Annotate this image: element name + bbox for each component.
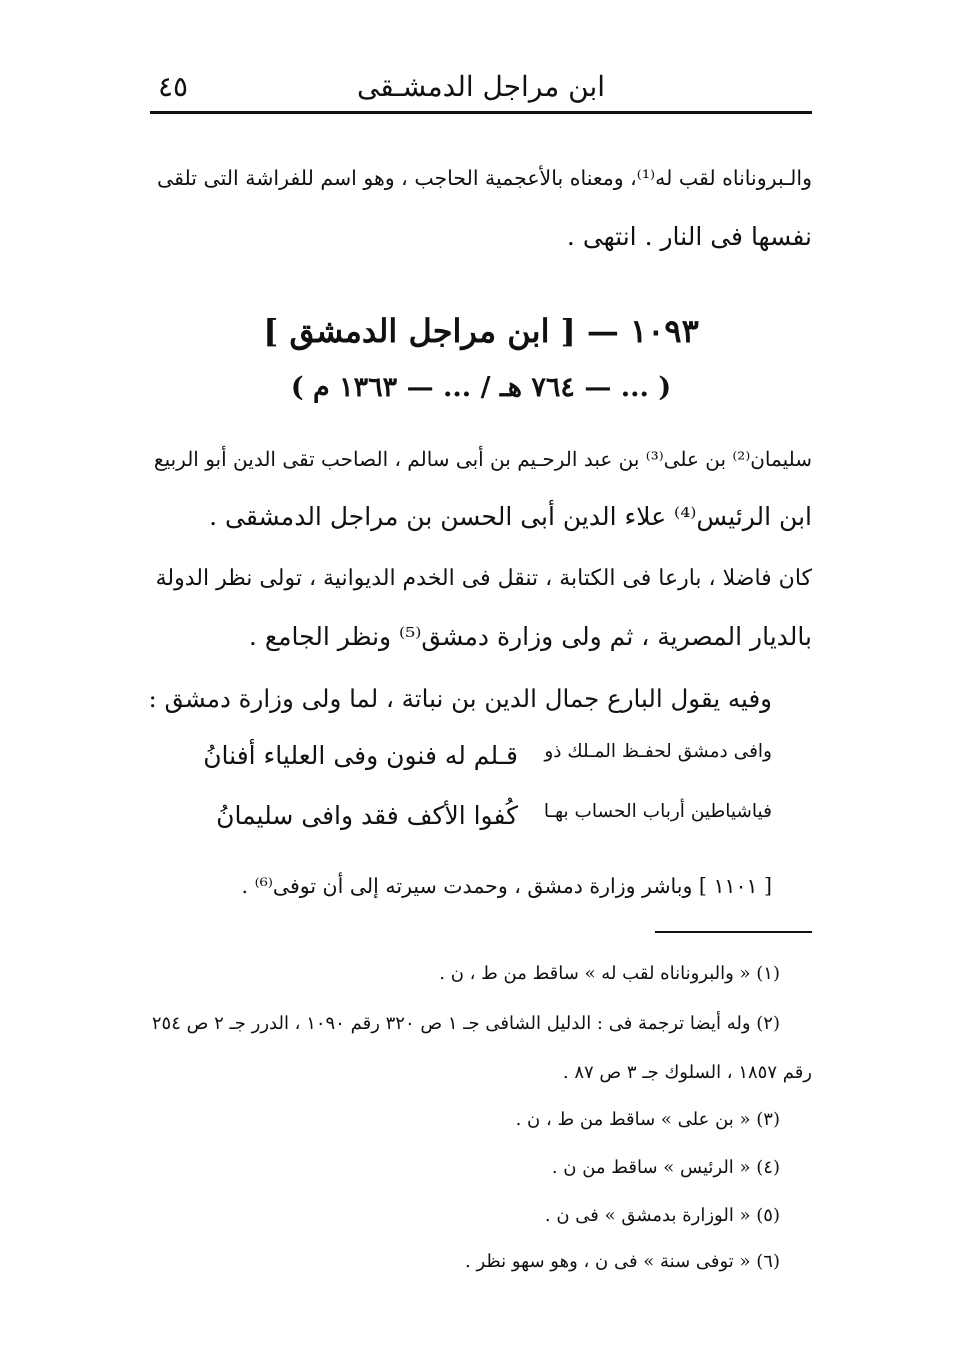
verse-1-second-hemistich: قـلم له فنون وفى العلياء أفنانُ — [203, 741, 518, 770]
footnote-2-line-2: رقم ١٨٥٧ ، السلوك جـ ٣ ص ٨٧ . — [562, 1062, 812, 1083]
footnote-4: (٤) « الرئيس » ساقط من ن . — [551, 1157, 780, 1178]
paragraph-1-line-1: سليمان⁽²⁾ بن على⁽³⁾ بن عبد الرحـيم بن أبى سالم ، الصاحب تقى الدين أبو الربيع — [153, 447, 812, 471]
footnote-2-line-1: (٢) وله أيضا ترجمة فى : الدليل الشافى جـ ١ ص ٣٢٠ رقم ١٠٩٠ ، الدرر جـ ٢ ص ٢٥٤ — [151, 1013, 780, 1034]
paragraph-2-line-2: بالديار المصرية ، ثم ولى وزارة دمشق⁽⁵⁾ ونظر الجامع . — [248, 622, 812, 651]
page-header — [150, 62, 812, 114]
footnote-5: (٥) « الوزارة بدمشق » فى ن . — [544, 1205, 780, 1226]
entry-dates: ( ... — ٧٦٤ هـ / ... — ١٣٦٣ م ) — [290, 372, 672, 403]
paragraph-1-line-2: ابن الرئيس⁽⁴⁾ علاء الدين أبى الحسن بن مراجل الدمشقى . — [209, 502, 812, 531]
intro-line-1: والـبروناناه لقب له⁽¹⁾، ومعناه بالأعجمية الحاجب ، وهو اسم للفراشة التى تلقى — [157, 166, 812, 190]
header-rule — [150, 111, 812, 114]
verse-2-second-hemistich: كُفوا الأكف فقد وافى سليمانُ — [216, 801, 518, 830]
paragraph-4-line-1: [ ١١٠١ ] وباشر وزارة دمشق ، وحمدت سيرته إلى أن توفى⁽⁶⁾ . — [241, 874, 772, 898]
footnote-6: (٦) « توفى سنة » فى ن ، وهو سهو نظر . — [465, 1251, 780, 1272]
verse-1-first-hemistich: وافى دمشق لحفـظ المـلك ذو — [544, 741, 772, 762]
verse-2-first-hemistich: فياشياطين أرباب الحساب بهـا — [543, 801, 772, 822]
page-number: ٤٥ — [158, 70, 189, 103]
footnote-3: (٣) « بن على » ساقط من ط ، ن . — [515, 1109, 780, 1130]
running-title: ابن مراجل الدمشـقى — [356, 70, 606, 103]
paragraph-3-line-1: وفيه يقول البارع جمال الدين بن نباتة ، لما ولى وزارة دمشق : — [148, 684, 772, 713]
footnote-rule — [655, 931, 812, 933]
paragraph-2-line-1: كان فاضلا ، بارعا فى الكتابة ، تنقل فى الخدم الديوانية ، تولى نظر الدولة — [155, 566, 812, 591]
footnote-1: (١) « والبروناناه لقب له » ساقط من ط ، ن . — [439, 963, 780, 984]
intro-line-2: نفسها فى النار . انتهى . — [566, 222, 812, 251]
entry-title: ١٠٩٣ — [ ابن مراجل الدمشق ] — [263, 312, 699, 350]
